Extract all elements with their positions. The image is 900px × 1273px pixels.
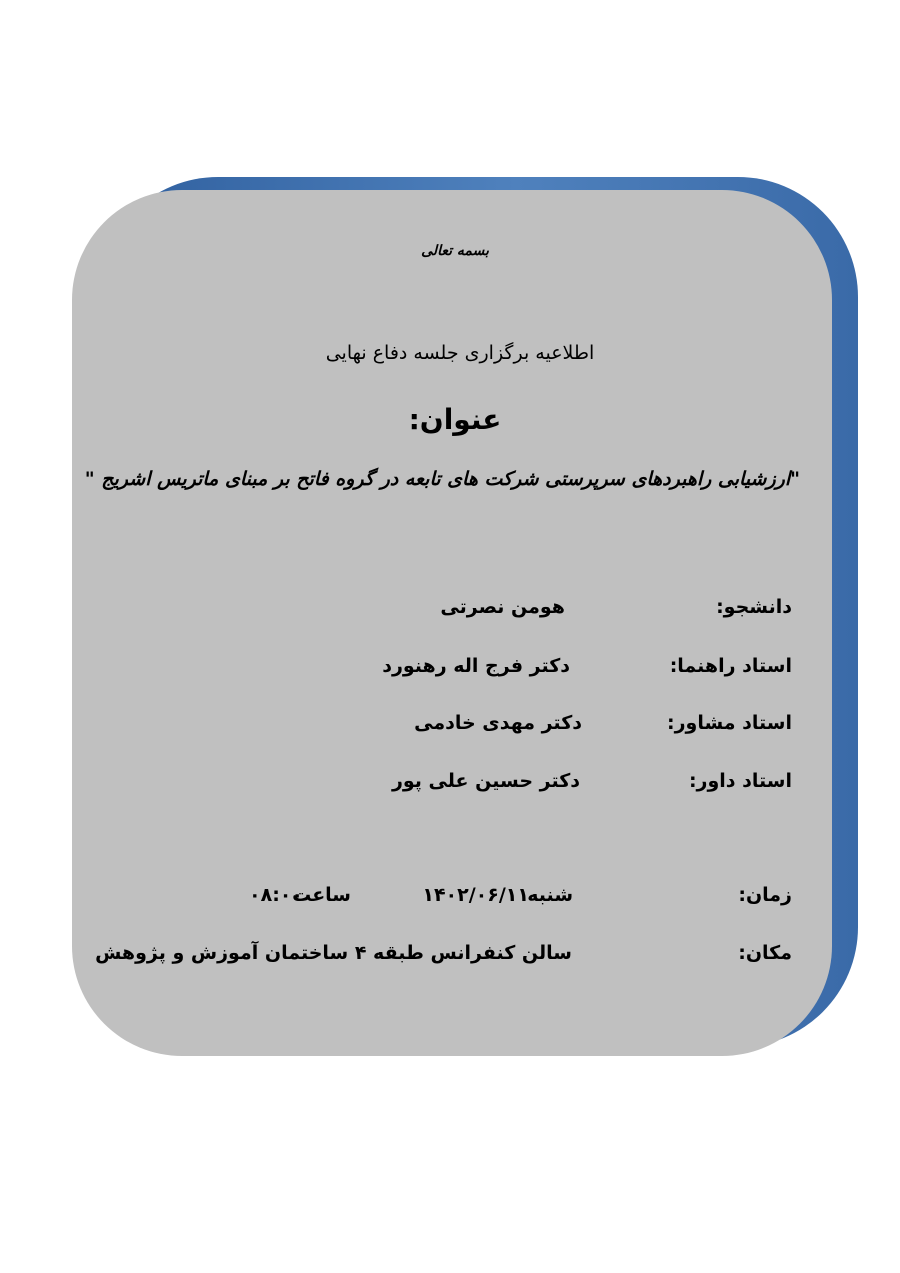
- place-label: مکان:: [738, 942, 792, 964]
- time-label: زمان:: [738, 884, 792, 906]
- supervisor-value: دکتر فرج اله رهنورد: [382, 655, 570, 677]
- hour-value: ۰۸:۰۰: [249, 884, 303, 906]
- thesis-title: "ارزشیابی راهبردهای سرپرستی شرکت های تابعه در گروه فاتح بر مبنای ماتریس اشریج ": [84, 468, 800, 490]
- day-value: شنبه: [527, 884, 573, 906]
- place-row: [0, 942, 900, 972]
- hour-label: ساعت: [292, 884, 351, 906]
- supervisor-row: [0, 655, 900, 685]
- advisor-label: استاد مشاور:: [666, 712, 792, 734]
- notice-heading: اطلاعیه برگزاری جلسه دفاع نهایی: [325, 342, 595, 364]
- student-value: هومن نصرتی: [440, 596, 565, 618]
- title-label: عنوان:: [408, 403, 502, 436]
- supervisor-label: استاد راهنما:: [669, 655, 792, 677]
- student-label: دانشجو:: [716, 596, 792, 618]
- advisor-row: [0, 712, 900, 742]
- referee-row: [0, 770, 900, 800]
- date-value: ۱۴۰۲/۰۶/۱۱: [422, 884, 529, 906]
- referee-label: استاد داور:: [688, 770, 792, 792]
- student-row: [0, 596, 900, 626]
- advisor-value: دکتر مهدی خادمی: [414, 712, 582, 734]
- time-row: [0, 884, 900, 914]
- referee-value: دکتر حسین علی پور: [391, 770, 580, 792]
- place-value: سالن کنفرانس طبقه ۴ ساختمان آموزش و پژوهش: [95, 942, 572, 964]
- basmala: بسمه تعالی: [421, 243, 489, 259]
